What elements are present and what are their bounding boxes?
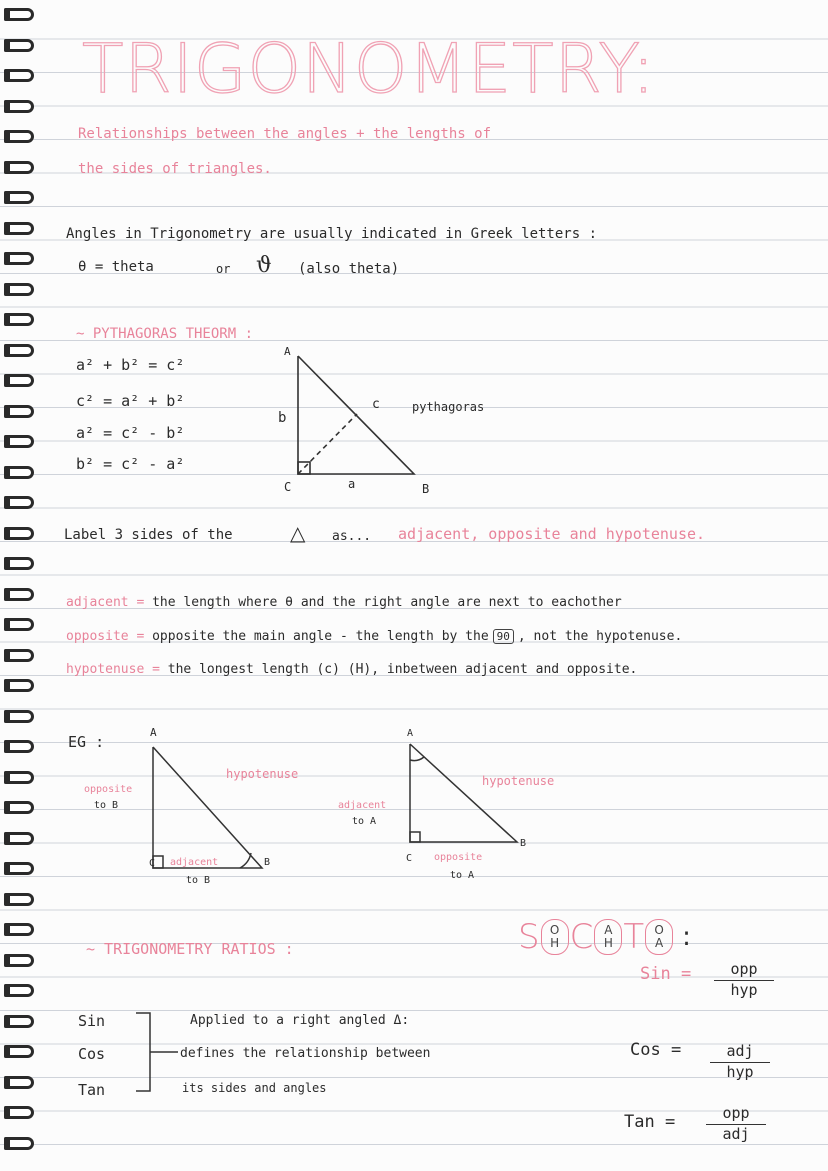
example-left-triangle xyxy=(153,747,262,868)
label-sides-as: as... xyxy=(332,529,372,544)
intro-line-2: the sides of triangles. xyxy=(78,161,272,177)
example-right-opposite: opposite xyxy=(434,852,483,863)
soh-sin-denominator: hyp xyxy=(730,981,758,999)
example-right-adjacent-to: to A xyxy=(352,816,377,827)
example-left-adjacent-to: to B xyxy=(186,875,211,886)
soh-tan-fraction xyxy=(706,1104,766,1143)
page-title: TRIGONOMETRY: xyxy=(82,30,656,109)
example-right-point-b: B xyxy=(520,838,527,849)
example-left-point-a: A xyxy=(150,726,157,739)
example-left-point-b: B xyxy=(264,857,271,868)
vartheta-symbol: ϑ xyxy=(256,253,272,278)
definition-term: hypotenuse xyxy=(66,662,145,677)
example-left-hypotenuse: hypotenuse xyxy=(226,767,299,781)
ninety-degree-box: 90 xyxy=(493,629,514,644)
ratios-description-2: defines the relationship between xyxy=(180,1046,431,1061)
or-word: or xyxy=(216,262,231,276)
soh-letter-c: C xyxy=(569,917,594,957)
side-a-label: a xyxy=(348,477,356,491)
ratios-description-3: its sides and angles xyxy=(182,1081,327,1095)
ratio-name-tan: Tan xyxy=(78,1081,106,1099)
definition-text-end: , not the hypotenuse. xyxy=(517,629,683,644)
definition-term: adjacent xyxy=(66,595,129,610)
example-left-angle-arc xyxy=(240,853,251,868)
soh-cos-denominator: hyp xyxy=(726,1063,754,1081)
definition-hypotenuse xyxy=(66,662,637,677)
example-left-adjacent: adjacent xyxy=(170,857,219,868)
triangle-symbol: △ xyxy=(290,521,306,545)
example-right-opposite-to: to A xyxy=(450,870,475,881)
point-c-label: C xyxy=(284,480,292,494)
pythagoras-heading: ~ PYTHAGORAS THEORM : xyxy=(76,326,254,342)
soh-sin-label: Sin = xyxy=(640,964,692,984)
soh-tan-numerator: opp xyxy=(706,1104,766,1125)
example-left-opposite: opposite xyxy=(84,784,133,795)
label-sides-list: adjacent, opposite and hypotenuse. xyxy=(398,525,706,543)
definition-separator: = xyxy=(152,662,160,677)
definition-text: the longest length (c) (H), inbetween adjacent and opposite. xyxy=(167,662,638,677)
example-left-point-c: C xyxy=(149,858,156,869)
example-right-point-a: A xyxy=(407,728,414,739)
definition-text: opposite the main angle - the length by the xyxy=(152,629,489,644)
theta-definition: θ = theta xyxy=(78,259,154,275)
soh-bubble-1: O H xyxy=(541,919,569,955)
ratios-bracket xyxy=(136,1013,150,1091)
greek-intro: Angles in Trigonometry are usually indicated in Greek letters : xyxy=(66,226,598,242)
example-label: EG : xyxy=(68,733,105,751)
definition-separator: = xyxy=(136,595,145,610)
ratio-name-sin: Sin xyxy=(78,1012,106,1030)
vartheta-text: (also theta) xyxy=(298,261,400,277)
soh-colon: : xyxy=(682,922,691,952)
soh-letter-s: S xyxy=(518,917,540,957)
example-right-angle-arc xyxy=(410,757,424,761)
soh-cos-fraction xyxy=(710,1042,770,1081)
definition-separator: = xyxy=(136,629,145,644)
side-c-label: c xyxy=(372,397,380,412)
soh-letter-t: T xyxy=(623,917,645,957)
example-right-point-c: C xyxy=(406,853,413,864)
side-b-label: b xyxy=(278,410,287,426)
pythagoras-annotation: pythagoras xyxy=(412,400,485,414)
label-sides-prefix: Label 3 sides of the xyxy=(64,527,233,543)
pythagoras-formula-3: a² = c² - b² xyxy=(76,424,185,442)
soh-sin-fraction xyxy=(714,960,774,999)
soh-tan-label: Tan = xyxy=(624,1112,676,1132)
altitude-line xyxy=(298,414,357,474)
example-left-opposite-to: to B xyxy=(94,800,119,811)
example-right-adjacent: adjacent xyxy=(338,800,387,811)
example-right-right-angle xyxy=(410,832,420,842)
soh-bubble-3: O A xyxy=(645,919,673,955)
definition-opposite xyxy=(66,629,682,644)
soh-cos-numerator: adj xyxy=(710,1042,770,1063)
sohcahtoa-mnemonic xyxy=(518,917,691,957)
pythagoras-formula-4: b² = c² - a² xyxy=(76,455,185,473)
soh-cos-label: Cos = xyxy=(630,1040,682,1060)
definition-term: opposite xyxy=(66,629,129,644)
definition-text: the length where θ and the right angle are next to eachother xyxy=(152,595,622,610)
ratios-heading: ~ TRIGONOMETRY RATIOS : xyxy=(86,940,294,958)
ratios-description-1: Applied to a right angled Δ: xyxy=(190,1013,410,1028)
intro-line-1: Relationships between the angles + the lengths of xyxy=(78,126,492,142)
ratio-name-cos: Cos xyxy=(78,1045,106,1063)
soh-bubble-2: A H xyxy=(594,919,622,955)
point-b-label: B xyxy=(422,482,430,496)
soh-sin-numerator: opp xyxy=(714,960,774,981)
definition-adjacent xyxy=(66,595,622,610)
soh-tan-denominator: adj xyxy=(722,1125,750,1143)
example-right-hypotenuse: hypotenuse xyxy=(482,774,555,788)
point-a-label: A xyxy=(284,345,291,358)
example-right-triangle xyxy=(410,744,517,842)
pythagoras-formula-2: c² = a² + b² xyxy=(76,392,185,410)
pythagoras-formula-1: a² + b² = c² xyxy=(76,356,185,374)
